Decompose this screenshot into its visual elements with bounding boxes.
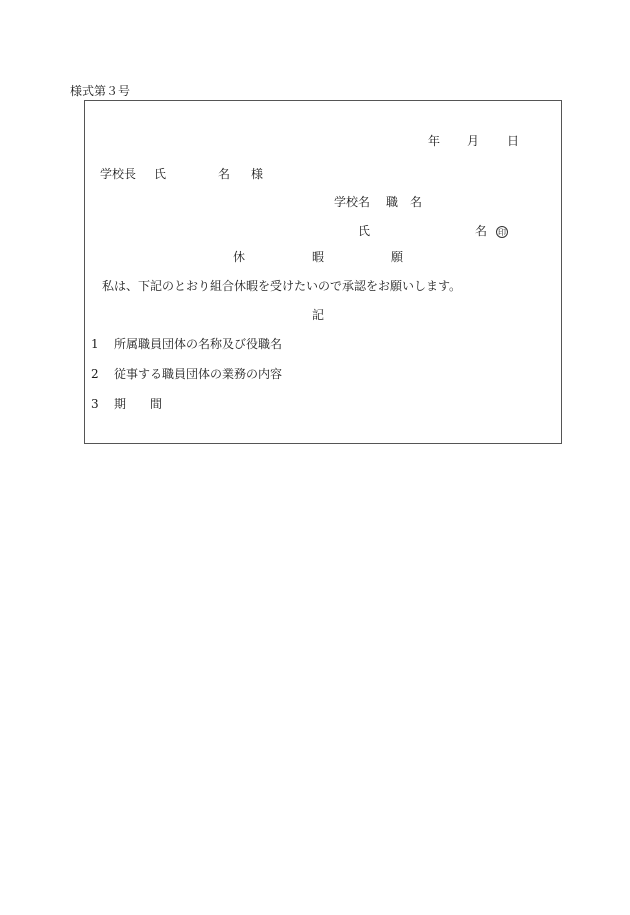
date-month-label: 月	[467, 134, 480, 148]
item-1-text: 所属職員団体の名称及び役職名	[114, 337, 283, 351]
item-3-text: 期 間	[114, 397, 163, 411]
date-year-label: 年	[428, 134, 441, 148]
application-form-frame	[84, 100, 562, 444]
form-number: 様式第３号	[70, 84, 131, 98]
addressee-mei: 名	[218, 167, 231, 181]
applicant-shi: 氏	[358, 224, 371, 238]
ki-label: 記	[312, 308, 325, 322]
heading-char-1: 休	[233, 250, 246, 264]
school-name-label: 学校名	[334, 195, 371, 209]
position-label: 職 名	[386, 195, 423, 209]
item-2-number: 2	[91, 367, 99, 381]
applicant-mei: 名	[475, 224, 488, 238]
seal-icon: 印	[498, 227, 506, 237]
item-3-number: 3	[91, 397, 99, 411]
heading-char-3: 願	[391, 250, 404, 264]
item-1-number: 1	[91, 337, 99, 351]
addressee-title: 学校長	[100, 167, 137, 181]
addressee-sama: 様	[251, 167, 264, 181]
body-text: 私は、下記のとおり組合休暇を受けたいので承認をお願いします。	[102, 279, 462, 293]
heading-char-2: 暇	[312, 250, 325, 264]
seal-wrapper	[496, 224, 508, 238]
item-2-text: 従事する職員団体の業務の内容	[114, 367, 283, 381]
addressee-shi: 氏	[154, 167, 167, 181]
date-day-label: 日	[507, 134, 520, 148]
